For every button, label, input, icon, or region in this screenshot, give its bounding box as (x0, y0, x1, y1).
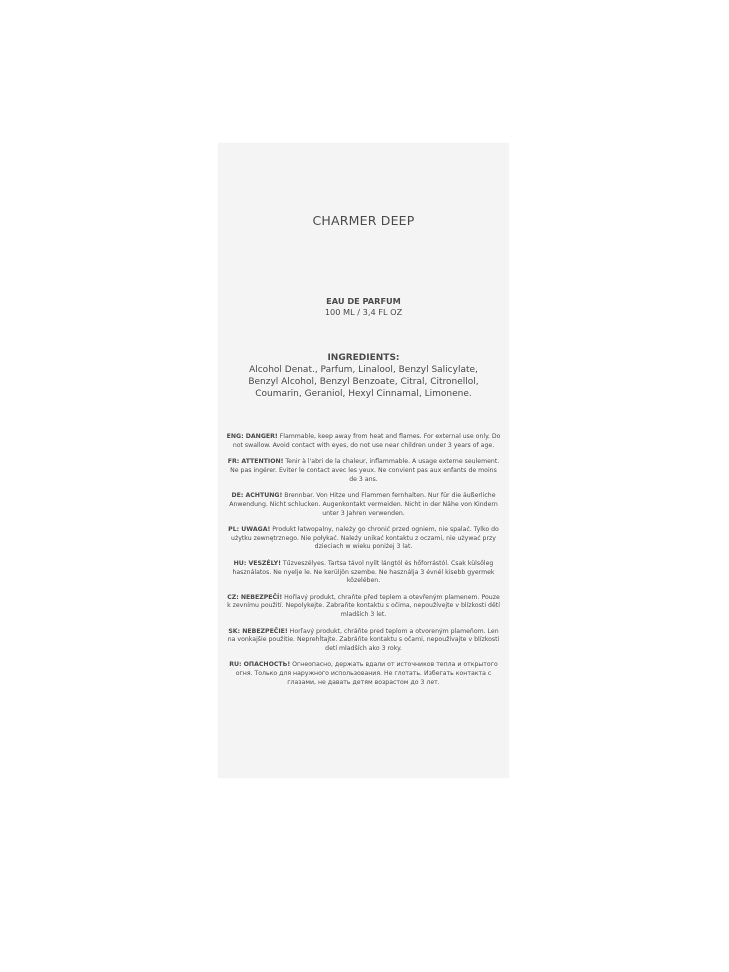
warning-text: Tűzveszélyes. Tartsa távol nyílt lángtól és hőforrástól. Csak külsőleg használatos. Ne nyelje le. Ne kerüljön szembe. Ne használja 3 évnél kisebb gyermek közelében. (232, 559, 495, 585)
warning-text: Brennbar. Von Hitze und Flammen fernhalten. Nur für die äußerliche Anwendung. Nicht schlucken. Augenkontakt vermeiden. Nicht in der Nähe von Kindern unter 3 Jahren verwenden. (229, 491, 498, 517)
product-volume: 100 ML / 3,4 FL OZ (324, 307, 403, 317)
warning-label: PL: UWAGA! (228, 525, 271, 533)
warning-eng (226, 433, 501, 451)
warning-text: Flammable, keep away from heat and flames. For external use only. Do not swallow. Avoid contact with eyes, do not use near children under 3 years of age. (232, 433, 501, 449)
product-type: EAU DE PARFUM (326, 296, 401, 306)
warning-hu (226, 560, 501, 586)
ingredients-list: Alcohol Denat., Parfum, Linalool, Benzyl Salicylate, Benzyl Alcohol, Benzyl Benzoate, Citral, Citronellol, Coumarin, Geraniol, Hexyl Cinnamal, Limonene. (248, 365, 479, 399)
warning-label: SK: NEBEZPEČIE! (228, 627, 288, 635)
perfume-box-back (218, 143, 509, 778)
warning-sk (226, 628, 501, 654)
warning-label: CZ: NEBEZPEČÍ! (227, 593, 283, 601)
warning-de (226, 492, 501, 518)
warning-ru (226, 661, 501, 687)
warning-label: RU: ОПАСНОСТЬ! (229, 661, 291, 669)
warning-label: DE: ACHTUNG! (231, 491, 283, 499)
ingredients-title: INGREDIENTS: (327, 353, 400, 363)
warning-label: FR: ATTENTION! (227, 458, 284, 466)
warning-cz (226, 594, 501, 620)
warning-label: ENG: DANGER! (226, 433, 278, 440)
warning-text: Hořlavý produkt, chraňte před teplem a otevřeným plamenem. Pouze k zevnímu použití. Nepolykejte. Zabraňte kontaktu s očima, nepoužívejte v blízkosti dětí mladších 3 let. (227, 593, 500, 619)
warning-text: Produkt łatwopalny, należy go chronić przed ogniem, nie spalać. Tylko do użytku zewnętrznego. Nie połykać. Należy unikać kontaktu z oczami, nie używać przy dzieciach w wieku poniżej 3 lat. (231, 525, 499, 551)
warning-pl (226, 526, 501, 552)
warning-text: Tenir à l'abri de la chaleur, inflammable. A usage externe seulement. Ne pas ingérer. Eviter le contact avec les yeux. Ne convient pas aux enfants de moins de 3 ans. (230, 458, 500, 483)
warning-text: Horľavý produkt, chráňte pred teplom a otvoreným plameňom. Len na vonkajšie použitie. Neprehĺtajte. Zabráňte kontaktu s očami, nepoužívajte v blízkosti detí mladších ako 3 roky. (227, 627, 500, 653)
warning-label: HU: VESZÉLY! (233, 559, 281, 567)
warning-text: Огнеопасно, держать вдали от источников тепла и открытого огня. Только для наружного использования. Не глотать. Избегать контакта с глазами, не давать детям возрастом до 3 лет. (235, 661, 498, 687)
warnings-section (226, 433, 501, 695)
warning-fr (226, 458, 501, 484)
product-name: CHARMER DEEP (312, 213, 415, 228)
